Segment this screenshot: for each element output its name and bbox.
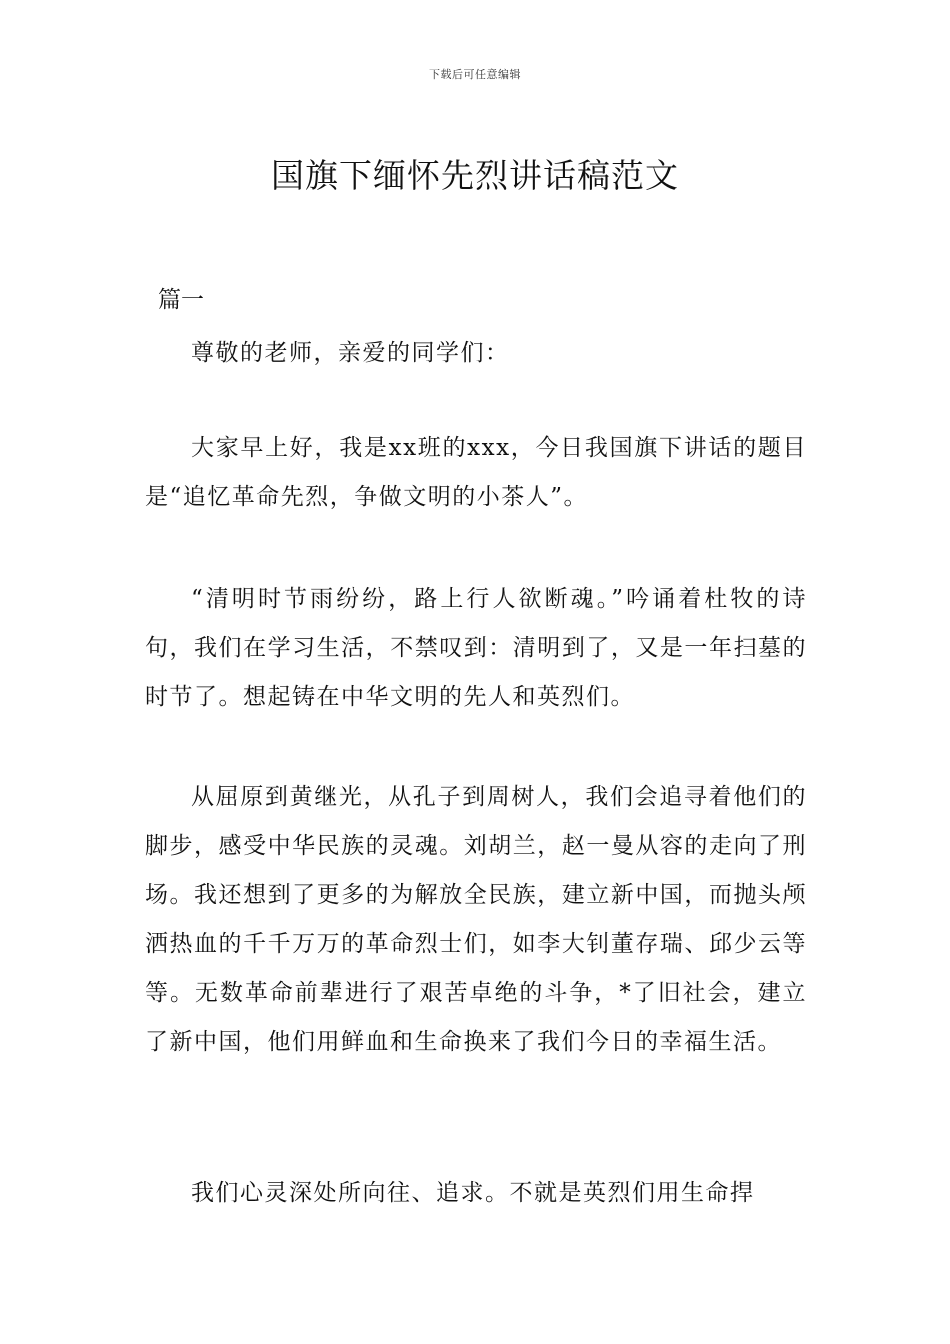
body-paragraph-4: 我们心灵深处所向往、追求。不就是英烈们用生命捍 — [191, 1180, 755, 1206]
greeting-paragraph: 尊敬的老师，亲爱的同学们： — [191, 340, 510, 366]
body-paragraph-1: 大家早上好，我是xx班的xxx，今日我国旗下讲话的题目是“追忆革命先烈，争做文明的小茶人”。 — [145, 435, 807, 510]
header-note: 下载后可任意编辑 — [429, 68, 521, 81]
body-paragraph-2: “清明时节雨纷纷，路上行人欲断魂。”吟诵着杜牧的诗句，我们在学习生活，不禁叹到：清明到了，又是一年扫墓的时节了。想起铸在中华文明的先人和英烈们。 — [145, 586, 807, 710]
document-title: 国旗下缅怀先烈讲话稿范文 — [271, 156, 679, 196]
body-paragraph-3: 从屈原到黄继光，从孔子到周树人，我们会追寻着他们的脚步，感受中华民族的灵魂。刘胡兰，赵一曼从容的走向了刑场。我还想到了更多的为解放全民族，建立新中国，而抛头颅洒热血的千千万万的革命烈士们，如李大钊董存瑞、邱少云等等。无数革命前辈进行了艰苦卓绝的斗争，*了旧社会，建立了新中国，他们用鲜血和生命换来了我们今日的幸福生活。 — [145, 784, 807, 1055]
section-label: 篇一 — [158, 287, 204, 313]
